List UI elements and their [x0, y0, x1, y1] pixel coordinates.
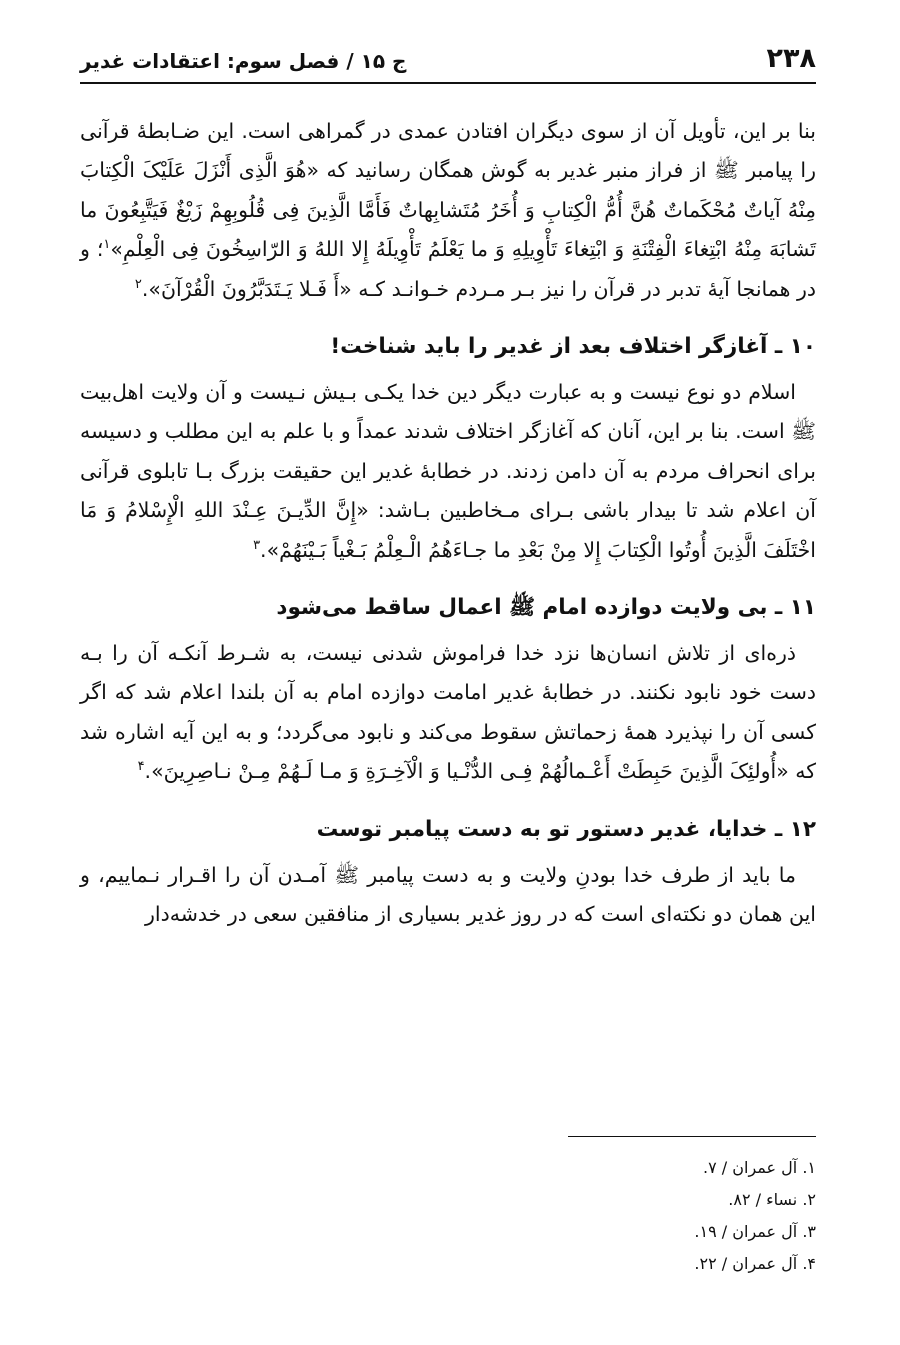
quote-close-3: ». — [260, 537, 280, 562]
section-11-text: ذره‌ای از تلاش انسان‌ها نزد خدا فراموش شدنی نیست، به شـرط آنکـه آن را بـه دست خود نابود نکنند. در خطابهٔ غدیر امامت دوازده امام به آن بلندا اعلام شد که اگر کسی آن را نپذیرد همهٔ زحماتش سقوط می‌کند و نابود می‌گردد؛ و به این آیه اشاره شد که « — [80, 641, 816, 784]
section-11-paragraph — [80, 634, 816, 792]
header-divider — [80, 82, 816, 84]
quran-verse-1: هُوَ الَّذِی أَنْزَلَ عَلَیْکَ الْکِتابَ مِنْهُ آیاتٌ مُحْکَماتٌ هُنَّ أُمُّ الْکِتابِ وَ أُخَرُ مُتَشابِهاتٌ فَأَمَّا الَّذِینَ فِی قُلُوبِهِمْ زَیْغٌ فَیَتَّبِعُونَ ما تَشابَهَ مِنْهُ ابْتِغاءَ الْفِتْنَةِ وَ ابْتِغاءَ تَأْوِیلِهِ وَ ما یَعْلَمُ تَأْوِیلَهُ إِلا اللهُ وَ الرّاسِخُونَ فِی الْعِلْمِ — [80, 158, 816, 262]
section-11-heading: ۱۱ ـ بی ولایت دوازده امام ﷺ اعمال ساقط می‌شود — [276, 595, 816, 621]
quote-close-4: ». — [144, 759, 164, 784]
footnote-3: ۳. آل عمران / ۱۹. — [694, 1222, 816, 1241]
footnote-4: ۴. آل عمران / ۲۲. — [694, 1254, 816, 1273]
footnote-ref-4[interactable]: ۴ — [137, 759, 145, 775]
footnote-1: ۱. آل عمران / ۷. — [703, 1158, 816, 1177]
section-10-text: اسلام دو نوع نیست و به عبارت دیگر دین خدا یکـی بـیش نـیست و آن ولایت اهل‌بیت ﷺ است. بنا بر این، آنان که آغازگر اختلاف شدند عمداً و با علم به این مطلب و دسیسه برای انحراف مردم به آن دامن زدند. در خطابهٔ غدیر این حقیقت بزرگ بـا تابلوی قرآنی آن اعلام شد تا بیدار باشی بـرای مـخاطبین بـاشد: « — [80, 380, 817, 523]
footnote-ref-3[interactable]: ۳ — [253, 537, 261, 553]
intro-text-1: بنا بر این، تأویل آن از سوی دیگران افتادن عمدی در گمراهی است. این ضـابطهٔ قرآنی را پیامبر ﷺ از فراز منبر غدیر به گوش همگان رسانید که « — [80, 119, 816, 183]
section-12-paragraph: ما باید از طرف خدا بودنِ ولایت و به دست پیامبر ﷺ آمـدن آن را اقـرار نـماییم، و این همان دو نکته‌ای است که در روز غدیر بسیاری از منافقین سعی در خدشه‌دار — [80, 862, 816, 927]
footnotes — [420, 1152, 816, 1280]
quote-close-1: » — [110, 237, 123, 262]
quran-verse-2: أَ فَـلا یَـتَدَبَّرُونَ الْقُرْآنَ — [160, 276, 340, 301]
running-header-title: ج ۱۵ / فصل سوم: اعتقادات غدیر — [80, 49, 407, 73]
section-10-heading: ۱۰ ـ آغازگر اختلاف بعد از غدیر را باید شناخت! — [330, 334, 816, 360]
intro-paragraph — [80, 112, 816, 309]
main-text — [80, 112, 816, 935]
running-header — [80, 36, 816, 76]
quran-verse-4: أُولئِکَ الَّذِینَ حَبِطَتْ أَعْـمالُهُمْ فِـی الدُّنْـیا وَ الْآخِـرَةِ وَ مـا لَـهُمْ مِـنْ نـاصِرِینَ — [163, 759, 777, 784]
page-number: ۲۳۸ — [766, 43, 816, 74]
footnote-ref-1[interactable]: ۱ — [103, 237, 111, 253]
quran-verse-3: إِنَّ الدِّیـنَ عِـنْدَ اللهِ الْإِسْلامُ وَ مَا اخْتَلَفَ الَّذِینَ أُوتُوا الْکِتابَ إِلا مِنْ بَعْدِ ما جـاءَهُمُ الْـعِلْمُ بَـغْیاً بَـیْنَهُمْ — [80, 498, 816, 562]
footnote-2: ۲. نساء / ۸۲. — [728, 1190, 816, 1209]
section-10-paragraph — [80, 373, 816, 570]
footnote-divider — [568, 1136, 816, 1137]
footnote-ref-2[interactable]: ۲ — [134, 276, 142, 292]
intro-text-2: ؛ و در همانجا آیهٔ تدبر در قرآن را نیز بـر مـردم خـوانـد کـه « — [80, 237, 816, 301]
section-12-heading: ۱۲ ـ خدایا، غدیر دستور تو به دست پیامبر توست — [316, 816, 816, 842]
quote-close-2: ». — [141, 276, 161, 301]
